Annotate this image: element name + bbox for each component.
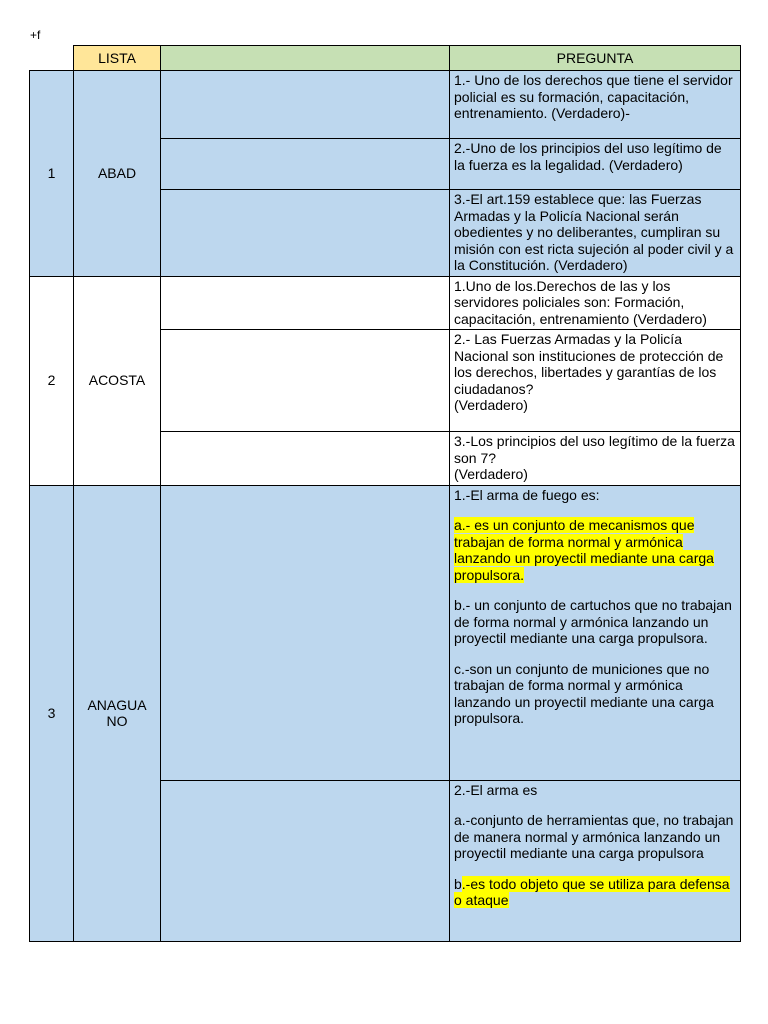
- question-cell: 1.- Uno de los derechos que tiene el servidor policial es su formación, capacitación, entrenamiento. (Verdadero)-: [450, 71, 741, 139]
- option-b: b.- un conjunto de cartuchos que no trabajan de forma normal y armónica lanzando un proyectil mediante una carga propulsora.: [454, 597, 732, 646]
- header-row: [30, 46, 741, 71]
- quiz-table: [29, 45, 741, 942]
- question-cell: 3.-Los principios del uso legítimo de la fuerza son 7? (Verdadero): [450, 432, 741, 486]
- answer-cell: [161, 330, 450, 432]
- header-pregunta: PREGUNTA: [450, 46, 741, 71]
- question-cell: 2.-Uno de los principios del uso legítimo de la fuerza es la legalidad. (Verdadero): [450, 139, 741, 190]
- question-cell: [450, 485, 741, 780]
- option-a: a.-conjunto de herramientas que, no trabajan de manera normal y armónica lanzando un proyectil mediante una carga propulsora: [454, 812, 734, 861]
- question-cell: [450, 780, 741, 941]
- question-cell: 2.- Las Fuerzas Armadas y la Policía Nacional son instituciones de protección de los derechos, libertades y garantías de los ciudadanos? (Verdadero): [450, 330, 741, 432]
- row-number: 1: [30, 71, 74, 277]
- answer-cell: [161, 71, 450, 139]
- corner-mark: +f: [30, 28, 41, 42]
- option-c: c.-son un conjunto de municiones que no trabajan de forma normal y armónica lanzando un proyectil mediante una carga propulsora.: [454, 660, 714, 726]
- student-name: ABAD: [74, 71, 161, 277]
- option-b: b.-es todo objeto que se utiliza para defensa o ataque: [454, 875, 730, 908]
- option-a: [454, 517, 736, 583]
- answer-cell: [161, 190, 450, 277]
- question-cell: 1.Uno de los.Derechos de las y los servidores policiales son: Formación, capacitación, entrenamiento (Verdadero): [450, 276, 741, 330]
- row-number: 2: [30, 276, 74, 485]
- student-name-line2: NO: [106, 713, 128, 729]
- highlighted-answer: a.- es un conjunto de mecanismos que trabajan de forma normal y armónica lanzando un proyectil mediante una carga propulsora.: [454, 517, 714, 583]
- row-number: 3: [30, 485, 74, 941]
- answer-cell: [161, 780, 450, 941]
- answer-cell: [161, 276, 450, 330]
- student-name: [74, 485, 161, 941]
- answer-cell: [161, 139, 450, 190]
- header-lista: LISTA: [74, 46, 161, 71]
- header-empty-cell: [30, 46, 74, 71]
- highlighted-answer: .-es todo objeto que se utiliza para defensa o ataque: [454, 875, 730, 908]
- table-row: [30, 485, 741, 780]
- header-blank-green: [161, 46, 450, 71]
- table-row: [30, 276, 741, 330]
- table-row: [30, 71, 741, 139]
- answer-cell: [161, 432, 450, 486]
- question-title: 2.-El arma es: [454, 781, 538, 798]
- student-name-line1: ANAGUA: [87, 696, 147, 713]
- student-name: ACOSTA: [74, 276, 161, 485]
- answer-cell: [161, 485, 450, 780]
- question-cell: 3.-El art.159 establece que: las Fuerzas Armadas y la Policía Nacional serán obedientes y no deliberantes, cumpliran su misión con est ricta sujeción al poder civil y a la Constitución. (Verdadero): [450, 190, 741, 277]
- question-title: 1.-El arma de fuego es:: [454, 486, 600, 503]
